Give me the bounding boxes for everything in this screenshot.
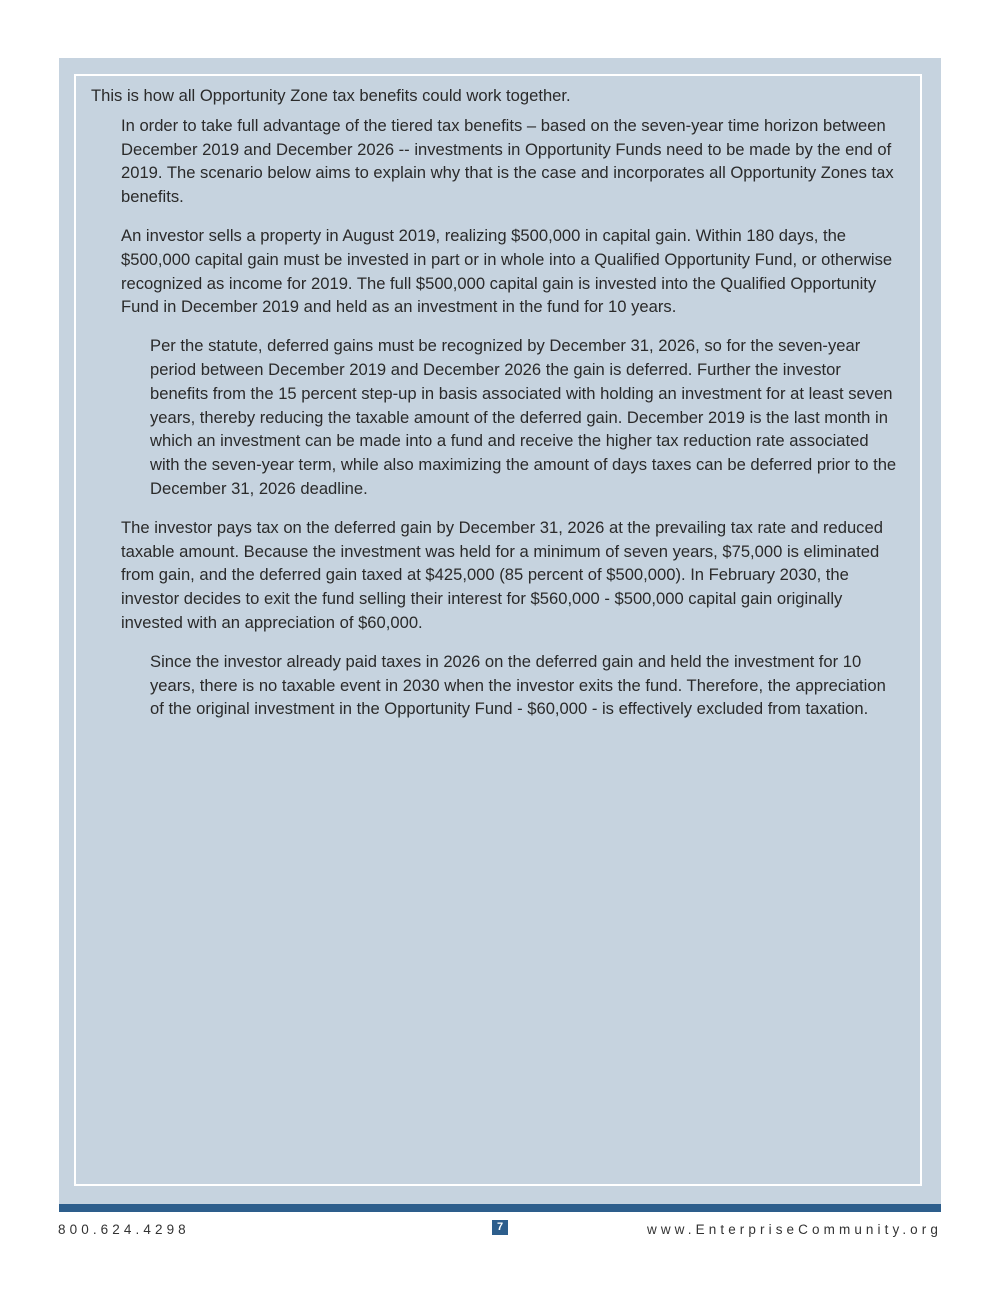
- paragraph-exclusion: Since the investor already paid taxes in 2026 on the deferred gain and held the investment for 10 years, there is no taxable event in 2030 when the investor exits the fund. Therefore, the appreciation of the original investment in the Opportunity Fund - $60,000 - is effectively excluded from taxation.: [150, 651, 886, 719]
- paragraph-scenario: An investor sells a property in August 2019, realizing $500,000 in capital gain. Within 180 days, the $500,000 capital gain must be invested in part or in whole into a Qualified Opportunity Fund, or otherwise recognized as income for 2019. The full $500,000 capital gain is invested into the Qualified Opportunity Fund in December 2019 and held as an investment in the fund for 10 years.: [121, 225, 893, 317]
- paragraph-deferral: Per the statute, deferred gains must be recognized by December 31, 2026, so for the seven-year period between December 2019 and December 2026 the gain is deferred. Further the investor benefits from the 15 percent step-up in basis associated with holding an investment for at least seven years, thereby reducing the taxable amount of the deferred gain. December 2019 is the last month in which an investment can be made into a fund and receive the higher tax reduction rate associated with the seven-year term, while also maximizing the amount of days taxes can be deferred prior to the December 31, 2026 deadline.: [150, 336, 897, 498]
- paragraph-tax-payment: The investor pays tax on the deferred gain by December 31, 2026 at the prevailing tax rate and reduced taxable amount. Because the investment was held for a minimum of seven years, $75,000 is eliminated from gain, and the deferred gain taxed at $425,000 (85 percent of $500,000). In February 2030, the investor decides to exit the fund selling their interest for $560,000 - $500,000 capital gain originally invested with an appreciation of $60,000.: [121, 517, 883, 632]
- footer-phone: 800.624.4298: [58, 1222, 190, 1237]
- footer-divider: [59, 1204, 941, 1212]
- footer-website[interactable]: www.EnterpriseCommunity.org: [646, 1222, 942, 1237]
- document-body: [91, 84, 911, 736]
- paragraph-timing: In order to take full advantage of the tiered tax benefits – based on the seven-year time horizon between December 2019 and December 2026 -- investments in Opportunity Funds need to be made by the end of 2019. The scenario below aims to explain why that is the case and incorporates all Opportunity Zones tax benefits.: [121, 115, 894, 207]
- page-number: 7: [492, 1220, 508, 1235]
- intro-text: This is how all Opportunity Zone tax benefits could work together.: [91, 86, 571, 105]
